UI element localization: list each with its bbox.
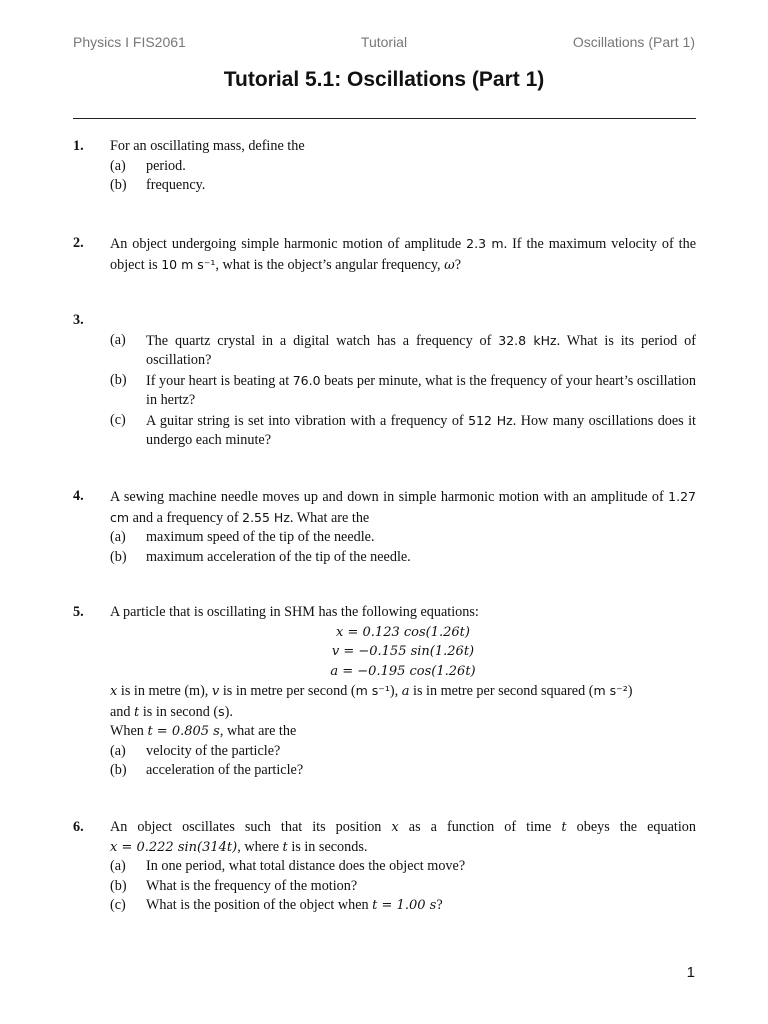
part-label: (b) <box>110 177 127 193</box>
part-label: (a) <box>110 529 126 545</box>
question-text: For an oscillating mass, define the <box>110 138 305 154</box>
question-part <box>110 857 696 877</box>
part-text: In one period, what total distance does the object move? <box>146 858 466 874</box>
question-part <box>110 157 696 177</box>
question-text <box>110 234 696 275</box>
question-part <box>110 371 696 411</box>
running-header <box>73 34 695 52</box>
header-course: Physics I FIS2061 <box>73 34 186 50</box>
page-title: Tutorial 5.1: Oscillations (Part 1) <box>223 68 545 91</box>
question-part <box>110 411 696 451</box>
question-number: 6. <box>73 819 84 835</box>
equation-acceleration: a = −0.195 cos(1.26t) <box>330 663 476 679</box>
part-label: (b) <box>110 548 127 565</box>
part-text: acceleration of the particle? <box>146 762 304 778</box>
part-text: period. <box>146 157 186 174</box>
page-number: 1 <box>686 964 695 981</box>
part-label: (b) <box>110 877 127 894</box>
question-3 <box>73 311 696 451</box>
question-part <box>110 331 696 371</box>
math-symbol: ω <box>444 257 455 273</box>
question-number: 4. <box>73 488 84 504</box>
question-part <box>110 742 696 762</box>
text-run: . If the maximum velocity of the object is <box>110 236 696 273</box>
question-part <box>110 877 696 897</box>
question-number: 3. <box>73 312 84 328</box>
title-divider <box>73 118 696 119</box>
question-number: 2. <box>73 235 84 251</box>
equation-position: x = 0.123 cos(1.26t) <box>336 624 470 640</box>
part-text: What is the frequency of the motion? <box>146 877 358 894</box>
header-section: Tutorial <box>360 34 408 50</box>
part-text: If your heart is beating at 76.0 beats per minute, what is the frequency of your heart’s oscillation in hertz? <box>146 372 696 408</box>
question-text: An object oscillates such that its position x as a function of time t obeys the equation <box>110 819 696 835</box>
part-label: (a) <box>110 157 126 174</box>
question-text: A particle that is oscillating in SHM has the following equations: <box>110 604 479 620</box>
question-text: A sewing machine needle moves up and down in simple harmonic motion with an amplitude of 1.27 cm and a frequency of 2.55 Hz. What are the <box>110 489 696 526</box>
units-text-2: and t is in second (s). <box>110 703 233 720</box>
part-text: velocity of the particle? <box>146 742 281 759</box>
part-label: (c) <box>110 897 126 913</box>
part-text: The quartz crystal in a digital watch has a frequency of 32.8 kHz. What is its period of oscillation? <box>146 332 696 368</box>
part-text: What is the position of the object when t = 1.00 s? <box>146 897 443 913</box>
question-6 <box>73 818 696 916</box>
math-value: 2.3 m <box>466 236 504 251</box>
units-text: x is in metre (m), v is in metre per second (m s⁻¹), a is in metre per second squared (m s⁻²) <box>110 683 633 699</box>
part-label: (a) <box>110 742 126 759</box>
part-text: frequency. <box>146 177 206 193</box>
part-text: maximum speed of the tip of the needle. <box>146 529 375 545</box>
question-4 <box>73 487 696 567</box>
equation-velocity: v = −0.155 sin(1.26t) <box>331 644 475 659</box>
question-part <box>110 761 696 781</box>
question-5 <box>73 603 696 781</box>
question-part <box>110 548 696 568</box>
question-number: 5. <box>73 604 84 620</box>
question-equation: x = 0.222 sin(314t), where t is in seconds. <box>110 838 368 855</box>
header-topic: Oscillations (Part 1) <box>572 34 695 50</box>
math-value: 10 m s⁻¹ <box>161 256 216 272</box>
part-label: (b) <box>110 762 127 778</box>
part-label: (c) <box>110 411 126 428</box>
part-label: (b) <box>110 371 127 388</box>
text-run: ? <box>454 256 462 273</box>
part-text: maximum acceleration of the tip of the needle. <box>146 548 411 565</box>
question-2 <box>73 234 696 275</box>
text-run: , what is the object’s angular frequency, <box>215 256 445 273</box>
part-text: A guitar string is set into vibration with a frequency of 512 Hz. How many oscillations does it undergo each minute? <box>146 412 696 448</box>
question-number: 1. <box>73 138 84 154</box>
when-text: When t = 0.805 s, what are the <box>110 723 297 739</box>
part-label: (a) <box>110 331 126 348</box>
question-part <box>110 896 696 916</box>
question-part <box>110 528 696 548</box>
text-run: An object undergoing simple harmonic motion of amplitude <box>110 236 467 252</box>
question-1 <box>73 137 696 196</box>
question-part <box>110 176 696 196</box>
part-label: (a) <box>110 858 126 874</box>
